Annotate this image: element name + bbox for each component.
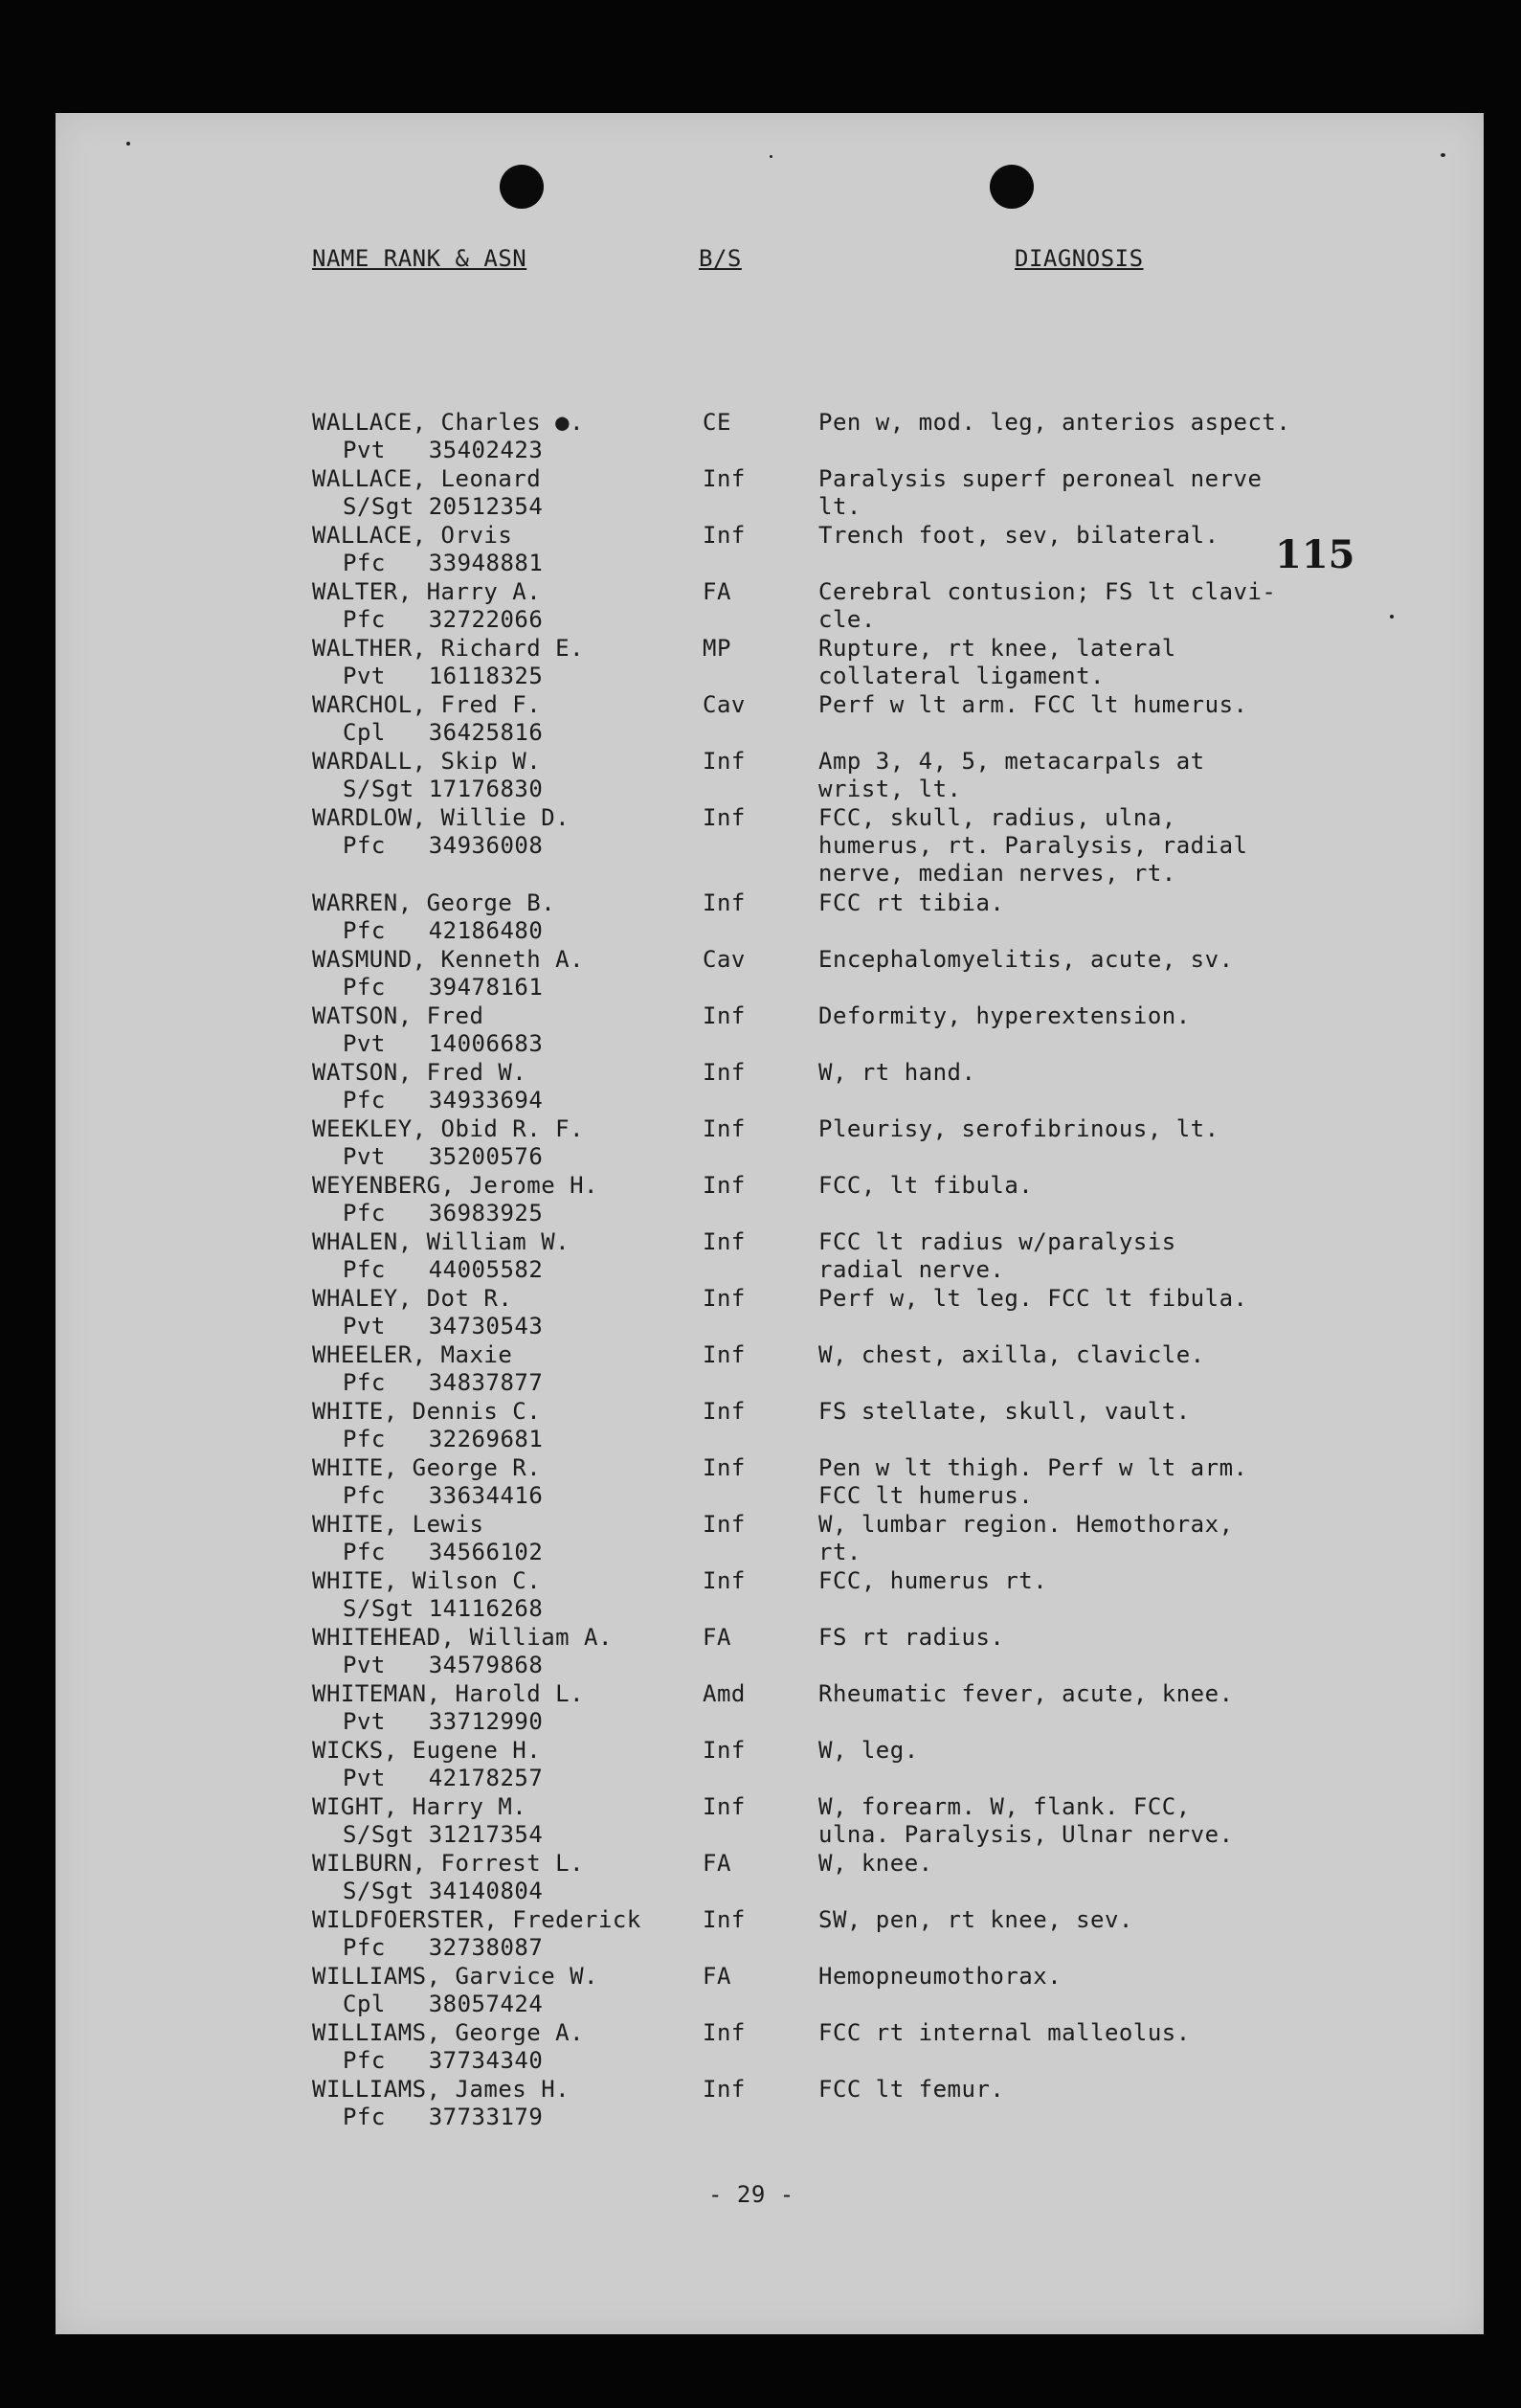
rank-and-serial-number: Pfc 33948881: [343, 550, 544, 576]
branch-of-service: Inf: [703, 1115, 746, 1142]
branch-of-service: Inf: [703, 2019, 746, 2046]
soldier-name: WILDFOERSTER, Frederick: [312, 1906, 641, 1933]
rank-and-serial-number: S/Sgt 31217354: [343, 1821, 544, 1848]
branch-of-service: Inf: [703, 1511, 746, 1538]
soldier-name: WIGHT, Harry M.: [312, 1793, 527, 1820]
branch-of-service: Inf: [703, 1285, 746, 1312]
rank-and-serial-number: Pvt 34579868: [343, 1652, 544, 1678]
diagnosis-text: W, lumbar region. Hemothorax, rt.: [818, 1511, 1234, 1565]
soldier-name: WATSON, Fred W.: [312, 1059, 527, 1086]
branch-of-service: Inf: [703, 1906, 746, 1933]
soldier-name: WALLACE, Orvis: [312, 522, 513, 549]
rank-and-serial-number: Pfc 32722066: [343, 606, 544, 633]
diagnosis-text: Amp 3, 4, 5, metacarpals at wrist, lt.: [818, 748, 1205, 802]
diagnosis-text: W, knee.: [818, 1850, 933, 1877]
diagnosis-text: Deformity, hyperextension.: [818, 1002, 1191, 1029]
branch-of-service: FA: [703, 1624, 731, 1651]
rank-and-serial-number: Pfc 44005582: [343, 1256, 544, 1283]
diagnosis-text: Trench foot, sev, bilateral.: [818, 522, 1219, 549]
rank-and-serial-number: Pfc 34936008: [343, 832, 544, 859]
branch-of-service: Inf: [703, 1398, 746, 1425]
rank-and-serial-number: S/Sgt 34140804: [343, 1878, 544, 1904]
rank-and-serial-number: Pfc 34837877: [343, 1369, 544, 1396]
branch-of-service: Cav: [703, 691, 746, 718]
rank-and-serial-number: Pfc 34566102: [343, 1539, 544, 1565]
soldier-name: WATSON, Fred: [312, 1002, 484, 1029]
speck: [770, 155, 772, 158]
page-number: - 29 -: [708, 2181, 794, 2208]
diagnosis-text: Hemopneumothorax.: [818, 1963, 1062, 1990]
soldier-name: WEYENBERG, Jerome H.: [312, 1172, 598, 1199]
branch-of-service: FA: [703, 578, 731, 605]
diagnosis-text: FS stellate, skull, vault.: [818, 1398, 1191, 1425]
diagnosis-text: FCC, lt fibula.: [818, 1172, 1034, 1199]
soldier-name: WHITE, George R.: [312, 1454, 542, 1481]
diagnosis-text: W, leg.: [818, 1737, 919, 1764]
diagnosis-text: Cerebral contusion; FS lt clavi- cle.: [818, 578, 1277, 633]
branch-of-service: FA: [703, 1850, 731, 1877]
soldier-name: WALLACE, Charles ●.: [312, 409, 585, 436]
branch-of-service: Inf: [703, 1172, 746, 1199]
branch-of-service: Inf: [703, 522, 746, 549]
rank-and-serial-number: Pfc 37733179: [343, 2104, 544, 2130]
diagnosis-text: Rheumatic fever, acute, knee.: [818, 1680, 1234, 1707]
diagnosis-text: FCC lt radius w/paralysis radial nerve.: [818, 1228, 1176, 1283]
soldier-name: WHALEN, William W.: [312, 1228, 570, 1255]
soldier-name: WHITE, Lewis: [312, 1511, 484, 1538]
speck: [1390, 615, 1394, 619]
diagnosis-text: FCC rt tibia.: [818, 889, 1005, 916]
branch-of-service: Cav: [703, 946, 746, 973]
branch-of-service: Inf: [703, 2076, 746, 2103]
rank-and-serial-number: Pvt 42178257: [343, 1765, 544, 1791]
diagnosis-text: W, forearm. W, flank. FCC, ulna. Paralysis, Ulnar nerve.: [818, 1793, 1234, 1848]
branch-of-service: Inf: [703, 1002, 746, 1029]
branch-of-service: Inf: [703, 1228, 746, 1255]
speck: [126, 142, 130, 146]
branch-of-service: Inf: [703, 889, 746, 916]
branch-of-service: CE: [703, 409, 731, 436]
branch-of-service: Inf: [703, 1059, 746, 1086]
diagnosis-text: SW, pen, rt knee, sev.: [818, 1906, 1133, 1933]
branch-of-service: MP: [703, 635, 731, 662]
diagnosis-text: Rupture, rt knee, lateral collateral ligament.: [818, 635, 1176, 689]
diagnosis-text: Pen w lt thigh. Perf w lt arm. FCC lt humerus.: [818, 1454, 1248, 1509]
diagnosis-text: W, chest, axilla, clavicle.: [818, 1341, 1205, 1368]
rank-and-serial-number: Pfc 33634416: [343, 1482, 544, 1509]
soldier-name: WILBURN, Forrest L.: [312, 1850, 585, 1877]
soldier-name: WHITE, Wilson C.: [312, 1567, 542, 1594]
diagnosis-text: Perf w, lt leg. FCC lt fibula.: [818, 1285, 1248, 1312]
branch-of-service: Inf: [703, 804, 746, 831]
header-name-rank-asn: NAME RANK & ASN: [312, 245, 527, 272]
rank-and-serial-number: Pfc 37734340: [343, 2047, 544, 2074]
soldier-name: WARDLOW, Willie D.: [312, 804, 570, 831]
soldier-name: WILLIAMS, Garvice W.: [312, 1963, 598, 1990]
branch-of-service: Inf: [703, 1341, 746, 1368]
branch-of-service: Inf: [703, 1793, 746, 1820]
rank-and-serial-number: Pvt 35200576: [343, 1143, 544, 1170]
rank-and-serial-number: Pfc 42186480: [343, 917, 544, 944]
soldier-name: WARDALL, Skip W.: [312, 748, 542, 775]
rank-and-serial-number: Pfc 34933694: [343, 1087, 544, 1114]
header-branch-of-service: B/S: [699, 245, 742, 272]
soldier-name: WEEKLEY, Obid R. F.: [312, 1115, 585, 1142]
diagnosis-text: FCC lt femur.: [818, 2076, 1005, 2103]
soldier-name: WHITEMAN, Harold L.: [312, 1680, 585, 1707]
soldier-name: WALTER, Harry A.: [312, 578, 542, 605]
punch-hole-left: [500, 165, 544, 209]
diagnosis-text: Perf w lt arm. FCC lt humerus.: [818, 691, 1248, 718]
branch-of-service: Amd: [703, 1680, 746, 1707]
soldier-name: WICKS, Eugene H.: [312, 1737, 542, 1764]
soldier-name: WALLACE, Leonard: [312, 465, 542, 492]
diagnosis-text: Pleurisy, serofibrinous, lt.: [818, 1115, 1219, 1142]
rank-and-serial-number: S/Sgt 14116268: [343, 1595, 544, 1622]
diagnosis-text: Paralysis superf peroneal nerve lt.: [818, 465, 1263, 520]
rank-and-serial-number: S/Sgt 20512354: [343, 493, 544, 520]
header-diagnosis: DIAGNOSIS: [1015, 245, 1144, 272]
rank-and-serial-number: Pfc 36983925: [343, 1200, 544, 1227]
soldier-name: WHEELER, Maxie: [312, 1341, 513, 1368]
rank-and-serial-number: Pvt 16118325: [343, 663, 544, 689]
speck: [1441, 153, 1445, 157]
branch-of-service: FA: [703, 1963, 731, 1990]
soldier-name: WHITE, Dennis C.: [312, 1398, 542, 1425]
rank-and-serial-number: S/Sgt 17176830: [343, 776, 544, 802]
branch-of-service: Inf: [703, 465, 746, 492]
branch-of-service: Inf: [703, 1737, 746, 1764]
rank-and-serial-number: Pvt 34730543: [343, 1313, 544, 1339]
soldier-name: WILLIAMS, George A.: [312, 2019, 585, 2046]
rank-and-serial-number: Cpl 38057424: [343, 1991, 544, 2017]
soldier-name: WARREN, George B.: [312, 889, 556, 916]
rank-and-serial-number: Pvt 14006683: [343, 1030, 544, 1057]
diagnosis-text: FCC, humerus rt.: [818, 1567, 1048, 1594]
punch-hole-right: [990, 165, 1034, 209]
diagnosis-text: Pen w, mod. leg, anterios aspect.: [818, 409, 1291, 436]
branch-of-service: Inf: [703, 1567, 746, 1594]
rank-and-serial-number: Cpl 36425816: [343, 719, 544, 746]
diagnosis-text: FCC rt internal malleolus.: [818, 2019, 1191, 2046]
soldier-name: WASMUND, Kenneth A.: [312, 946, 585, 973]
diagnosis-text: Encephalomyelitis, acute, sv.: [818, 946, 1234, 973]
soldier-name: WILLIAMS, James H.: [312, 2076, 570, 2103]
diagnosis-text: FCC, skull, radius, ulna, humerus, rt. Paralysis, radial nerve, median nerves, rt.: [818, 804, 1248, 887]
rank-and-serial-number: Pfc 32269681: [343, 1426, 544, 1452]
diagnosis-text: FS rt radius.: [818, 1624, 1005, 1651]
rank-and-serial-number: Pvt 35402423: [343, 437, 544, 463]
diagnosis-text: W, rt hand.: [818, 1059, 976, 1086]
folio-number: 115: [1275, 532, 1355, 577]
rank-and-serial-number: Pfc 39478161: [343, 974, 544, 1001]
soldier-name: WHITEHEAD, William A.: [312, 1624, 613, 1651]
rank-and-serial-number: Pvt 33712990: [343, 1708, 544, 1735]
soldier-name: WARCHOL, Fred F.: [312, 691, 542, 718]
soldier-name: WHALEY, Dot R.: [312, 1285, 513, 1312]
document-page: [56, 113, 1484, 2334]
branch-of-service: Inf: [703, 748, 746, 775]
soldier-name: WALTHER, Richard E.: [312, 635, 585, 662]
branch-of-service: Inf: [703, 1454, 746, 1481]
rank-and-serial-number: Pfc 32738087: [343, 1934, 544, 1961]
